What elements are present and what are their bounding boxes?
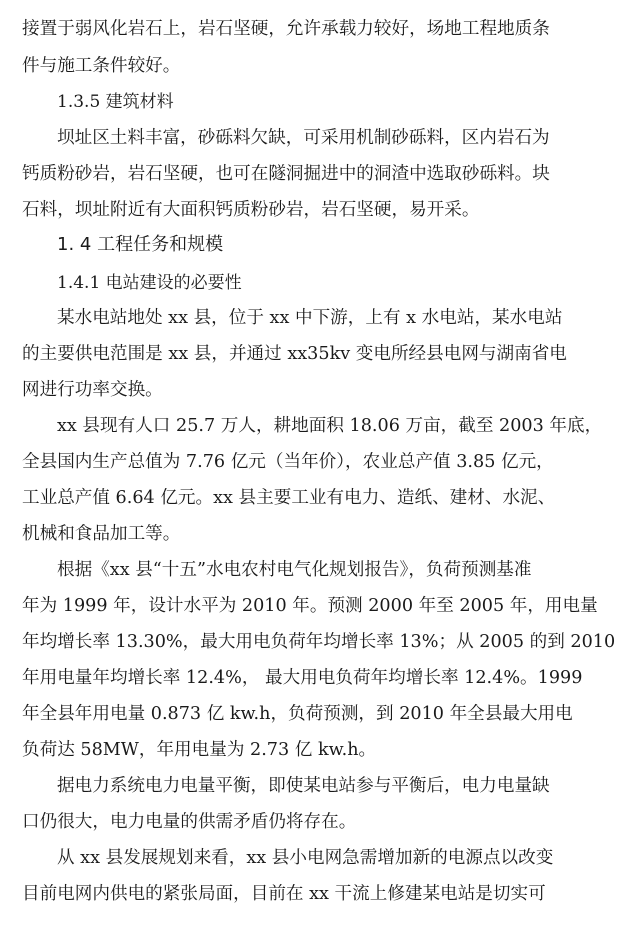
text-line: 件与施工条件较好。 <box>22 56 181 76</box>
section-heading-1-4-1: 1.4.1 电站建设的必要性 <box>57 273 242 293</box>
text-line: 全县国内生产总值为 7.76 亿元（当年价），农业总产值 3.85 亿元， <box>22 452 554 472</box>
section-heading-1-4: 1. 4 工程任务和规模 <box>57 234 224 255</box>
text-line: 石料，坝址附近有大面积钙质粉砂岩，岩石坚硬，易开采。 <box>22 200 480 220</box>
text-line: 目前电网内供电的紧张局面，目前在 xx 干流上修建某电站是切实可 <box>22 884 546 904</box>
text-line: 网进行功率交换。 <box>22 380 163 400</box>
text-line: 根据《xx 县“十五”水电农村电气化规划报告》，负荷预测基准 <box>57 560 532 580</box>
text-line: 年均增长率 13.30%，最大用电负荷年均增长率 13%；从 2005 的到 2010 <box>22 632 616 652</box>
text-line: 机械和食品加工等。 <box>22 524 181 544</box>
text-line: 的主要供电范围是 xx 县，并通过 xx35kv 变电所经县电网与湖南省电 <box>22 344 567 364</box>
text-line: 年全县年用电量 0.873 亿 kw.h，负荷预测，到 2010 年全县最大用电 <box>22 704 573 724</box>
text-line: 接置于弱风化岩石上，岩石坚硬，允许承载力较好，场地工程地质条 <box>22 19 550 39</box>
text-line: 年用电量年均增长率 12.4%， 最大用电负荷年均增长率 12.4%。1999 <box>22 668 583 688</box>
text-line: 据电力系统电力电量平衡，即使某电站参与平衡后，电力电量缺 <box>57 776 550 796</box>
text-line: 钙质粉砂岩，岩石坚硬，也可在隧洞掘进中的洞渣中选取砂砾料。块 <box>22 164 550 184</box>
text-line: 口仍很大，电力电量的供需矛盾仍将存在。 <box>22 812 357 832</box>
text-line: 某水电站地处 xx 县，位于 xx 中下游，上有 x 水电站，某水电站 <box>57 308 563 328</box>
text-line: 负荷达 58MW，年用电量为 2.73 亿 kw.h。 <box>22 740 377 760</box>
text-line: xx 县现有人口 25.7 万人，耕地面积 18.06 万亩，截至 2003 年底， <box>57 416 603 436</box>
text-line: 坝址区土料丰富，砂砾料欠缺，可采用机制砂砾料，区内岩石为 <box>57 128 550 148</box>
text-line: 年为 1999 年，设计水平为 2010 年。预测 2000 年至 2005 年，用电量 <box>22 596 598 616</box>
text-line: 从 xx 县发展规划来看，xx 县小电网急需增加新的电源点以改变 <box>57 848 554 868</box>
text-line: 工业总产值 6.64 亿元。xx 县主要工业有电力、造纸、建材、水泥、 <box>22 488 556 508</box>
section-heading-1-3-5: 1.3.5 建筑材料 <box>57 92 174 112</box>
